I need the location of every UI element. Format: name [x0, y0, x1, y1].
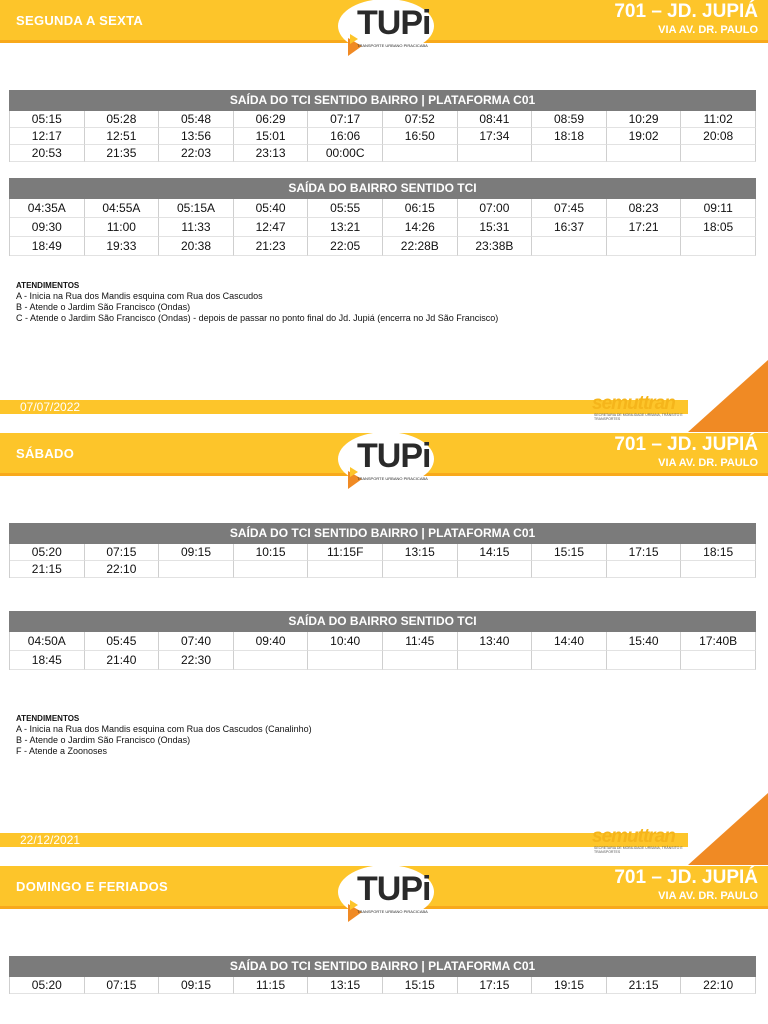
table-title: SAÍDA DO TCI SENTIDO BAIRRO | PLATAFORMA C01 [9, 90, 756, 111]
notes-title: ATENDIMENTOS [16, 281, 80, 290]
time-cell: 17:34 [458, 128, 533, 145]
semuttran-logo-text: semuttran [592, 826, 675, 847]
time-cell [532, 145, 607, 162]
semuttran-logo-subtitle: SECRETARIA DE MOBILIDADE URBANA, TRÂNSITO E TRANSPORTES [594, 413, 683, 421]
tupi-logo-tagline: TRANSPORTE URBANO PIRACICABA [357, 476, 428, 481]
route-via: VIA AV. DR. PAULO [658, 890, 758, 902]
time-cell: 09:11 [681, 199, 756, 218]
route-via: VIA AV. DR. PAULO [658, 457, 758, 469]
time-cell: 07:17 [308, 111, 383, 128]
time-cell: 18:15 [681, 544, 756, 561]
tupi-logo-text: TUPi [357, 870, 431, 908]
time-cell: 15:31 [458, 218, 533, 237]
time-cell: 23:13 [234, 145, 309, 162]
time-cell: 10:29 [607, 111, 682, 128]
time-cell: 08:59 [532, 111, 607, 128]
revision-date: 07/07/2022 [20, 400, 81, 414]
time-cell: 20:08 [681, 128, 756, 145]
time-cell: 14:26 [383, 218, 458, 237]
table-grid [9, 632, 756, 670]
time-cell: 04:35A [10, 199, 85, 218]
time-cell: 07:15 [85, 544, 160, 561]
tupi-logo-tagline: TRANSPORTE URBANO PIRACICABA [357, 43, 428, 48]
time-cell: 12:51 [85, 128, 160, 145]
time-cell: 21:15 [10, 561, 85, 578]
time-cell: 07:40 [159, 632, 234, 651]
route-line: 701 – JD. JUPIÁ [614, 867, 758, 888]
time-cell [383, 561, 458, 578]
time-cell [607, 561, 682, 578]
time-cell [681, 237, 756, 256]
time-cell: 20:38 [159, 237, 234, 256]
time-cell: 13:21 [308, 218, 383, 237]
time-cell [458, 561, 533, 578]
time-cell: 21:35 [85, 145, 160, 162]
time-cell: 10:40 [308, 632, 383, 651]
time-cell: 07:45 [532, 199, 607, 218]
time-cell: 17:15 [607, 544, 682, 561]
table-grid [9, 111, 756, 162]
note-line: A - Inicia na Rua dos Mandis esquina com Rua dos Cascudos (Canalinho) [16, 724, 312, 734]
time-cell: 13:56 [159, 128, 234, 145]
table-title: SAÍDA DO TCI SENTIDO BAIRRO | PLATAFORMA C01 [9, 956, 756, 977]
note-line: B - Atende o Jardim São Francisco (Ondas) [16, 302, 191, 312]
table-grid [9, 544, 756, 578]
time-cell [159, 561, 234, 578]
time-cell: 22:10 [681, 977, 756, 994]
time-cell [383, 651, 458, 670]
time-cell: 21:23 [234, 237, 309, 256]
time-cell [458, 145, 533, 162]
footer-bar [0, 400, 688, 414]
time-cell: 07:00 [458, 199, 533, 218]
table-grid [9, 977, 756, 994]
time-cell: 11:02 [681, 111, 756, 128]
route-via: VIA AV. DR. PAULO [658, 24, 758, 36]
time-cell [681, 561, 756, 578]
schedule-section-weekdays [0, 0, 768, 432]
time-cell: 16:37 [532, 218, 607, 237]
timetable-bairro-to-tci [9, 611, 756, 670]
time-cell: 08:41 [458, 111, 533, 128]
time-cell [607, 145, 682, 162]
schedule-section-sunday-holidays [0, 866, 768, 1024]
time-cell: 15:01 [234, 128, 309, 145]
time-cell: 21:15 [607, 977, 682, 994]
time-cell: 14:15 [458, 544, 533, 561]
time-cell [681, 145, 756, 162]
semuttran-logo [592, 394, 688, 420]
time-cell: 05:48 [159, 111, 234, 128]
time-cell: 09:15 [159, 544, 234, 561]
note-line: A - Inicia na Rua dos Mandis esquina com Rua dos Cascudos [16, 291, 263, 301]
time-cell: 06:15 [383, 199, 458, 218]
route-line: 701 – JD. JUPIÁ [614, 434, 758, 455]
time-cell [234, 651, 309, 670]
time-cell: 16:06 [308, 128, 383, 145]
time-cell [532, 237, 607, 256]
time-cell: 10:15 [234, 544, 309, 561]
table-grid [9, 199, 756, 256]
time-cell: 13:40 [458, 632, 533, 651]
time-cell: 11:33 [159, 218, 234, 237]
time-cell [681, 651, 756, 670]
time-cell [308, 561, 383, 578]
tupi-logo [336, 433, 436, 491]
time-cell: 16:50 [383, 128, 458, 145]
notes-title: ATENDIMENTOS [16, 714, 80, 723]
time-cell [308, 651, 383, 670]
time-cell: 05:28 [85, 111, 160, 128]
timetable-tci-to-bairro [9, 523, 756, 578]
table-title: SAÍDA DO BAIRRO SENTIDO TCI [9, 178, 756, 199]
time-cell: 05:15A [159, 199, 234, 218]
time-cell: 22:28B [383, 237, 458, 256]
time-cell: 15:40 [607, 632, 682, 651]
time-cell: 19:02 [607, 128, 682, 145]
time-cell [607, 651, 682, 670]
time-cell: 19:33 [85, 237, 160, 256]
time-cell: 17:21 [607, 218, 682, 237]
tupi-logo-text: TUPi [357, 4, 431, 42]
time-cell [607, 237, 682, 256]
time-cell: 18:49 [10, 237, 85, 256]
time-cell: 20:53 [10, 145, 85, 162]
time-cell: 05:20 [10, 544, 85, 561]
revision-date: 22/12/2021 [20, 833, 81, 847]
time-cell: 00:00C [308, 145, 383, 162]
time-cell: 05:45 [85, 632, 160, 651]
time-cell: 05:15 [10, 111, 85, 128]
tupi-logo [336, 0, 436, 58]
table-title: SAÍDA DO BAIRRO SENTIDO TCI [9, 611, 756, 632]
tupi-logo-tagline: TRANSPORTE URBANO PIRACICABA [357, 909, 428, 914]
time-cell [383, 145, 458, 162]
time-cell: 18:18 [532, 128, 607, 145]
time-cell: 05:55 [308, 199, 383, 218]
timetable-tci-to-bairro [9, 956, 756, 994]
time-cell: 22:03 [159, 145, 234, 162]
time-cell: 18:45 [10, 651, 85, 670]
time-cell: 11:00 [85, 218, 160, 237]
day-label: SEGUNDA A SEXTA [16, 13, 144, 28]
time-cell: 21:40 [85, 651, 160, 670]
note-line: C - Atende o Jardim São Francisco (Ondas) - depois de passar no ponto final do Jd. Jupiá (encerra no Jd São Francisco) [16, 313, 499, 323]
time-cell: 09:15 [159, 977, 234, 994]
time-cell: 05:40 [234, 199, 309, 218]
note-line: F - Atende a Zoonoses [16, 746, 108, 756]
timetable-bairro-to-tci [9, 178, 756, 256]
time-cell: 07:52 [383, 111, 458, 128]
tupi-logo-text: TUPi [357, 437, 431, 475]
time-cell: 23:38B [458, 237, 533, 256]
time-cell [532, 561, 607, 578]
time-cell: 08:23 [607, 199, 682, 218]
time-cell: 04:55A [85, 199, 160, 218]
time-cell: 14:40 [532, 632, 607, 651]
note-line: B - Atende o Jardim São Francisco (Ondas) [16, 735, 191, 745]
footer-bar [0, 833, 688, 847]
tupi-logo [336, 866, 436, 924]
time-cell [532, 651, 607, 670]
time-cell [234, 561, 309, 578]
corner-triangle [688, 793, 768, 865]
time-cell: 17:15 [458, 977, 533, 994]
time-cell: 12:17 [10, 128, 85, 145]
time-cell: 22:10 [85, 561, 160, 578]
time-cell: 13:15 [383, 544, 458, 561]
semuttran-logo [592, 827, 688, 853]
time-cell: 11:15F [308, 544, 383, 561]
time-cell: 11:15 [234, 977, 309, 994]
time-cell [458, 651, 533, 670]
time-cell: 05:20 [10, 977, 85, 994]
time-cell: 04:50A [10, 632, 85, 651]
time-cell: 06:29 [234, 111, 309, 128]
time-cell: 22:05 [308, 237, 383, 256]
day-label: DOMINGO E FERIADOS [16, 879, 169, 894]
schedule-section-saturday [0, 433, 768, 865]
time-cell: 09:30 [10, 218, 85, 237]
service-notes [16, 280, 498, 324]
time-cell: 15:15 [532, 544, 607, 561]
time-cell: 19:15 [532, 977, 607, 994]
time-cell: 15:15 [383, 977, 458, 994]
time-cell: 22:30 [159, 651, 234, 670]
time-cell: 11:45 [383, 632, 458, 651]
time-cell: 09:40 [234, 632, 309, 651]
semuttran-logo-subtitle: SECRETARIA DE MOBILIDADE URBANA, TRÂNSITO E TRANSPORTES [594, 846, 683, 854]
service-notes [16, 713, 312, 757]
time-cell: 17:40B [681, 632, 756, 651]
corner-triangle [688, 360, 768, 432]
route-line: 701 – JD. JUPIÁ [614, 1, 758, 22]
time-cell: 13:15 [308, 977, 383, 994]
time-cell: 07:15 [85, 977, 160, 994]
semuttran-logo-text: semuttran [592, 393, 675, 414]
table-title: SAÍDA DO TCI SENTIDO BAIRRO | PLATAFORMA C01 [9, 523, 756, 544]
time-cell: 12:47 [234, 218, 309, 237]
time-cell: 18:05 [681, 218, 756, 237]
timetable-tci-to-bairro [9, 90, 756, 162]
day-label: SÁBADO [16, 446, 75, 461]
